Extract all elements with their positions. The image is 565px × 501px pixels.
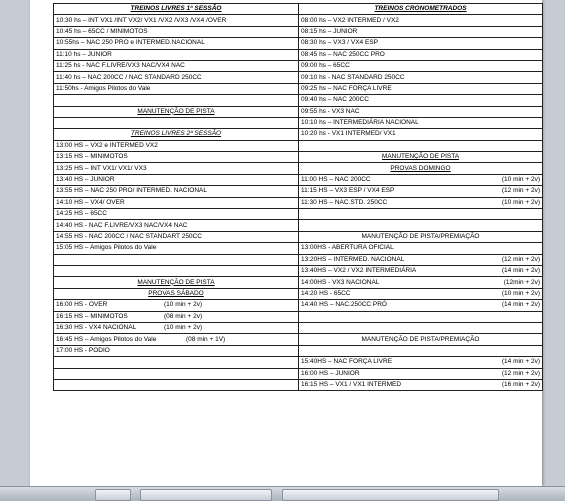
- header-treinos-livres-1: TREINOS LIVRES 1ª SESSÃO: [54, 4, 299, 15]
- race-name: 11:15 HS – VX3 ESP / VX4 ESP: [301, 187, 395, 195]
- table-row: [54, 334, 543, 345]
- table-row: [54, 209, 543, 220]
- schedule-cell: 14:40 HS - NAC F.LIVRE/VX3 NAC/VX4 NAC: [54, 220, 299, 231]
- race-cell: [54, 322, 299, 333]
- race-name: 14:00HS - VX3 NACIONAL: [301, 278, 380, 286]
- table-row: [54, 129, 543, 140]
- table-row: [54, 152, 543, 163]
- schedule-cell: 13:55 HS – NAC 250 PRO/ INTERMED. NACIONAL: [54, 186, 299, 197]
- table-row: [54, 231, 543, 242]
- header-treinos-cronometrados: TREINOS CRONOMETRADOS: [299, 4, 543, 15]
- empty-cell: [299, 209, 543, 220]
- race-duration: (12 min + 2v): [501, 255, 540, 263]
- race-duration: (08 min + 2v): [164, 312, 203, 320]
- schedule-cell: 10:10 hs – INTERMEDIÁRIA NACIONAL: [299, 117, 543, 128]
- table-row: [54, 379, 543, 390]
- table-row: [54, 345, 543, 356]
- empty-cell: [54, 117, 299, 128]
- provas-domingo-label: PROVAS DOMINGO: [299, 163, 543, 174]
- race-name: 16:45 HS – Amigos Pilotos do Vale: [56, 335, 157, 343]
- provas-sabado-label: PROVAS SÁBADO: [54, 288, 299, 299]
- empty-cell: [54, 379, 299, 390]
- table-row: [54, 140, 543, 151]
- manutencao-premiacao-label: MANUTENÇÃO DE PISTA/PREMIAÇÃO: [299, 231, 543, 242]
- race-duration: (12 min + 2v): [501, 187, 540, 195]
- table-row: [54, 254, 543, 265]
- race-duration: (10 min + 2v): [501, 176, 540, 184]
- empty-cell: [54, 265, 299, 276]
- table-row: [54, 220, 543, 231]
- schedule-cell: 09:00 hs – 65CC: [299, 60, 543, 71]
- table-row: [54, 174, 543, 185]
- race-cell: [299, 300, 543, 311]
- race-cell: [299, 254, 543, 265]
- table-row: [54, 163, 543, 174]
- race-cell: [299, 186, 543, 197]
- table-row: [54, 186, 543, 197]
- race-name: 14:40 HS – NAC.250CC PRÓ: [301, 301, 387, 309]
- race-duration: (10 min + 2v): [501, 289, 540, 297]
- race-name: 11:00 HS – NAC 200CC: [301, 176, 371, 184]
- race-duration: (12min + 2v): [503, 278, 540, 286]
- race-cell: [299, 357, 543, 368]
- race-cell: [54, 300, 299, 311]
- schedule-cell: 14:55 HS - NAC 200CC / NAC STANDART 250CC: [54, 231, 299, 242]
- table-row: [54, 26, 543, 37]
- empty-cell: [54, 357, 299, 368]
- schedule-cell: 13:00HS - ABERTURA OFICIAL: [299, 243, 543, 254]
- manutencao-pista-label: MANUTENÇÃO DE PISTA: [299, 152, 543, 163]
- schedule-cell: 17:00 HS - PODIO: [54, 345, 299, 356]
- schedule-cell: 10:45 hs – 65CC / MINIMOTOS: [54, 26, 299, 37]
- table-row: [54, 288, 543, 299]
- table-row: [54, 300, 543, 311]
- schedule-cell: 11:25 hs - NAC F.LIVRE/VX3 NAC/VX4 NAC: [54, 60, 299, 71]
- manutencao-pista-label: MANUTENÇÃO DE PISTA: [54, 277, 299, 288]
- table-row: [54, 106, 543, 117]
- race-name: 16:30 HS - VX4 NACIONAL: [56, 324, 137, 332]
- table-row: [54, 4, 543, 15]
- scrollbar-thumb[interactable]: [140, 489, 272, 501]
- schedule-cell: 08:45 hs – NAC 250CC PRO: [299, 49, 543, 60]
- race-name: 13:20HS – INTERMED. NACIONAL: [301, 255, 405, 263]
- race-duration: (16 min + 2v): [501, 381, 540, 389]
- table-row: [54, 60, 543, 71]
- schedule-cell: 10:20 hs - VX1 INTERMED/ VX1: [299, 129, 543, 140]
- manutencao-pista-label: MANUTENÇÃO DE PISTA: [54, 106, 299, 117]
- table-row: [54, 49, 543, 60]
- table-row: [54, 83, 543, 94]
- race-cell: [299, 368, 543, 379]
- table-row: [54, 72, 543, 83]
- empty-cell: [54, 368, 299, 379]
- empty-cell: [299, 140, 543, 151]
- schedule-cell: 09:10 hs - NAC STANDARD 250CC: [299, 72, 543, 83]
- race-duration: (14 min + 2v): [501, 267, 540, 275]
- table-row: [54, 368, 543, 379]
- header-treinos-livres-2: TREINOS LIVRES 2ª SESSÃO: [54, 129, 299, 140]
- schedule-cell: 11:50hs - Amigos Pilotos do Vale: [54, 83, 299, 94]
- table-row: [54, 311, 543, 322]
- table-row: [54, 117, 543, 128]
- table-row: [54, 243, 543, 254]
- schedule-cell: 10:30 hs – INT VX1 /INT VX2/ VX1 /VX2 /VX3 /VX4 /OVER: [54, 15, 299, 26]
- race-cell: [299, 288, 543, 299]
- schedule-cell: 11:10 hs – JUNIOR: [54, 49, 299, 60]
- race-cell: [299, 174, 543, 185]
- race-cell: [54, 334, 299, 345]
- schedule-cell: 11:40 hs – NAC 200CC / NAC STANDARD 250CC: [54, 72, 299, 83]
- table-row: [54, 197, 543, 208]
- window-bottom-bar: [0, 486, 565, 501]
- empty-cell: [299, 322, 543, 333]
- race-name: 16:00 HS – JUNIOR: [301, 369, 360, 377]
- race-cell: [299, 277, 543, 288]
- schedule-cell: 08:30 hs – VX3 / VX4 ESP: [299, 38, 543, 49]
- scrollbar-track[interactable]: [282, 489, 499, 501]
- race-duration: (14 min + 2v): [501, 358, 540, 366]
- race-name: 16:15 HS – MINIMOTOS: [56, 312, 128, 320]
- schedule-cell: 08:15 hs – JUNIOR: [299, 26, 543, 37]
- schedule-cell: 09:40 hs – NAC 200CC: [299, 95, 543, 106]
- table-row: [54, 15, 543, 26]
- race-duration: (12 min + 2v): [501, 369, 540, 377]
- table-row: [54, 357, 543, 368]
- race-name: 14:20 HS - 65CC: [301, 289, 351, 297]
- race-duration: (14 min + 2v): [501, 301, 540, 309]
- race-cell: [299, 197, 543, 208]
- schedule-cell: 08:00 hs – VX2 INTERMED / VX2: [299, 15, 543, 26]
- table-row: [54, 38, 543, 49]
- race-duration: (08 min + 1V): [186, 335, 226, 343]
- schedule-cell: 14:10 HS – VX4/ OVER: [54, 197, 299, 208]
- schedule-cell: 09:25 hs – NAC FORÇA LIVRE: [299, 83, 543, 94]
- empty-cell: [299, 220, 543, 231]
- document-page: [30, 0, 542, 486]
- table-row: [54, 322, 543, 333]
- scrollbar-segment[interactable]: [95, 489, 131, 501]
- race-cell: [54, 311, 299, 322]
- schedule-cell: 13:40 HS – JUNIOR: [54, 174, 299, 185]
- race-duration: (10 min + 2v): [164, 324, 203, 332]
- race-duration: (10 min + 2v): [501, 198, 540, 206]
- table-row: [54, 277, 543, 288]
- race-name: 15:40HS – NAC FORÇA LIVRE: [301, 358, 393, 366]
- schedule-cell: 13:00 HS – VX2 e INTERMED VX2: [54, 140, 299, 151]
- race-cell: [299, 265, 543, 276]
- schedule-cell: 13:25 HS – INT VX1/ VX1/ VX3: [54, 163, 299, 174]
- race-cell: [299, 379, 543, 390]
- empty-cell: [299, 311, 543, 322]
- empty-cell: [54, 95, 299, 106]
- race-name: 13:40HS – VX2 / VX2 INTERMEDIÁRIA: [301, 267, 417, 275]
- table-row: [54, 95, 543, 106]
- schedule-cell: 10:55hs – NAC 250 PRO e INTERMED.NACIONAL: [54, 38, 299, 49]
- schedule-cell: 09:55 hs - VX3 NAC: [299, 106, 543, 117]
- race-name: 16:15 HS – VX1 / VX1 INTERMED: [301, 381, 402, 389]
- schedule-cell: 15:05 HS – Amigos Pilotos do Vale: [54, 243, 299, 254]
- schedule-table: [53, 3, 543, 391]
- race-name: 11:30 HS – NAC.STD. 250CC: [301, 198, 388, 206]
- schedule-cell: 13:15 HS – MINIMOTOS: [54, 152, 299, 163]
- race-name: 16:00 HS - OVER: [56, 301, 108, 309]
- table-row: [54, 265, 543, 276]
- empty-cell: [299, 345, 543, 356]
- empty-cell: [54, 254, 299, 265]
- schedule-cell: 14:25 HS – 65CC: [54, 209, 299, 220]
- manutencao-premiacao-label: MANUTENÇÃO DE PISTA/PREMIAÇÃO: [299, 334, 543, 345]
- race-duration: (10 min + 2v): [164, 301, 203, 309]
